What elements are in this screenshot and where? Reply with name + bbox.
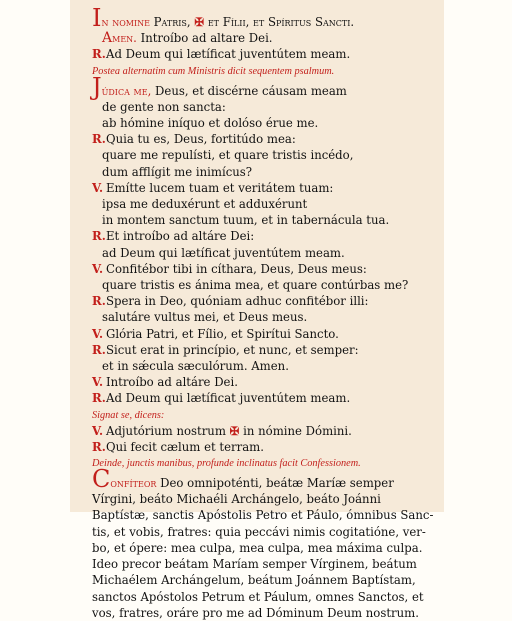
confiteor-line: tis, et vobis, fratres: quia peccávi nimis cogitatióne, ver- [92,524,426,539]
patris: Patris, [153,15,191,29]
confiteor-line: Ideo precor beátam Maríam semper Vírginem, beátum [92,557,417,572]
judica-word: údica me, [101,83,152,98]
response-line: R.Ad Deum qui lætíficat juventútem meam. [92,47,351,62]
versicle-line: V. Glória Patri, et Fílio, et Spirítui Sancto. [92,326,339,341]
prayer-text [92,4,440,621]
versicle-marker: V. [92,375,104,390]
drop-cap-j: J [92,72,102,101]
versicle-marker: V. [92,326,104,341]
response-marker: R. [92,439,106,454]
verse-continuation: in montem sanctum tuum, et in tabernácula tua. [102,213,390,228]
red-cross-icon: ✠ [229,423,240,438]
drop-cap-c: C [92,465,111,494]
confiteor-line: Vírgini, beáto Michaéli Archángelo, beáto Joánni [92,492,381,507]
verse-continuation: salutáre vultus mei, et Deus meus. [102,310,308,325]
response-line: R.Et introíbo ad altáre Dei: [92,229,255,244]
versicle-line: V. Adjutórium nostrum ✠ in nómine Dómini. [92,423,352,438]
amen-word: men. [112,31,137,46]
amen-line [92,30,440,46]
rubric: Postea alternatim cum Ministris dicit sequentem psalmum. [92,65,335,77]
versicle-line: V. Emítte lucem tuam et veritátem tuam: [92,180,334,195]
response-marker: R. [92,132,106,147]
confiteor-line: sanctos Apóstolos Petrum et Páulum, omnes Sanctos, et [92,589,424,604]
verse-continuation: de gente non sancta: [102,99,226,114]
versicle-marker: V. [92,261,104,276]
in-nomine: n nomine [101,15,150,29]
response-marker: R. [92,294,106,309]
red-cross-icon: ✠ [194,15,205,29]
response-line: R.Spera in Deo, quóniam adhuc confitébor illi: [92,294,369,309]
response-marker: R. [92,391,106,406]
verse-continuation: dum afflígit me inimícus? [102,164,253,179]
drop-cap-a: A [102,30,113,47]
drop-cap-i: I [92,4,102,32]
verse-continuation: ipsa me deduxérunt et adduxérunt [102,197,308,212]
confiteor-line: vos, fratres, oráre pro me ad Dóminum Deum nostrum. [92,605,419,620]
verse-continuation: quare me repulísti, et quare tristis incédo, [102,148,354,163]
response-line: R.Sicut erat in princípio, et nunc, et semper: [92,342,359,357]
versicle-line: V. Introíbo ad altáre Dei. [92,375,238,390]
verse-continuation: et in sǽcula sæculórum. Amen. [102,359,289,374]
versicle-marker: V. [92,180,104,195]
verse-continuation: quare tristis es ánima mea, et quare contúrbas me? [102,278,409,293]
response-line: R.Quia tu es, Deus, fortitúdo mea: [92,132,296,147]
response-marker: R. [92,47,106,62]
versicle-marker: V. [92,423,104,438]
confiteor-line: Confíteor Deo omnipoténti, beátæ Maríæ semper [92,465,394,494]
confiteor-line: Michaélem Archángelum, beátum Joánnem Baptístam, [92,573,416,588]
confiteor-word: onfíteor [110,476,157,491]
amen-text: Introíbo ad altare Dei. [140,31,273,46]
header-line [92,4,440,32]
response-marker: R. [92,342,106,357]
versicle-line: V. Confitébor tibi in cíthara, Deus, Deus meus: [92,261,367,276]
response-line: R.Ad Deum qui lætíficat juventútem meam. [92,391,351,406]
rubric: Deinde, junctis manibus, profunde inclinatus facit Confessionem. [92,458,361,470]
rubric: Signat se, dicens: [92,409,165,421]
response-marker: R. [92,229,106,244]
confiteor-line: Baptístæ, sanctis Apóstolis Petro et Páulo, ómnibus Sanc- [92,508,434,523]
confiteor-line: bo, et ópere: mea culpa, mea culpa, mea máxima culpa. [92,540,423,555]
verse-continuation: ab hómine iníquo et dolóso érue me. [102,116,319,131]
response-line: R.Qui fecit cælum et terram. [92,439,264,454]
header-rest: et Fílii, et Spíritus Sancti. [207,15,355,29]
verse-continuation: ad Deum qui lætíficat juventútem meam. [102,245,345,260]
judica-line: Júdica me, Deus, et discérne cáusam meam [92,72,347,101]
